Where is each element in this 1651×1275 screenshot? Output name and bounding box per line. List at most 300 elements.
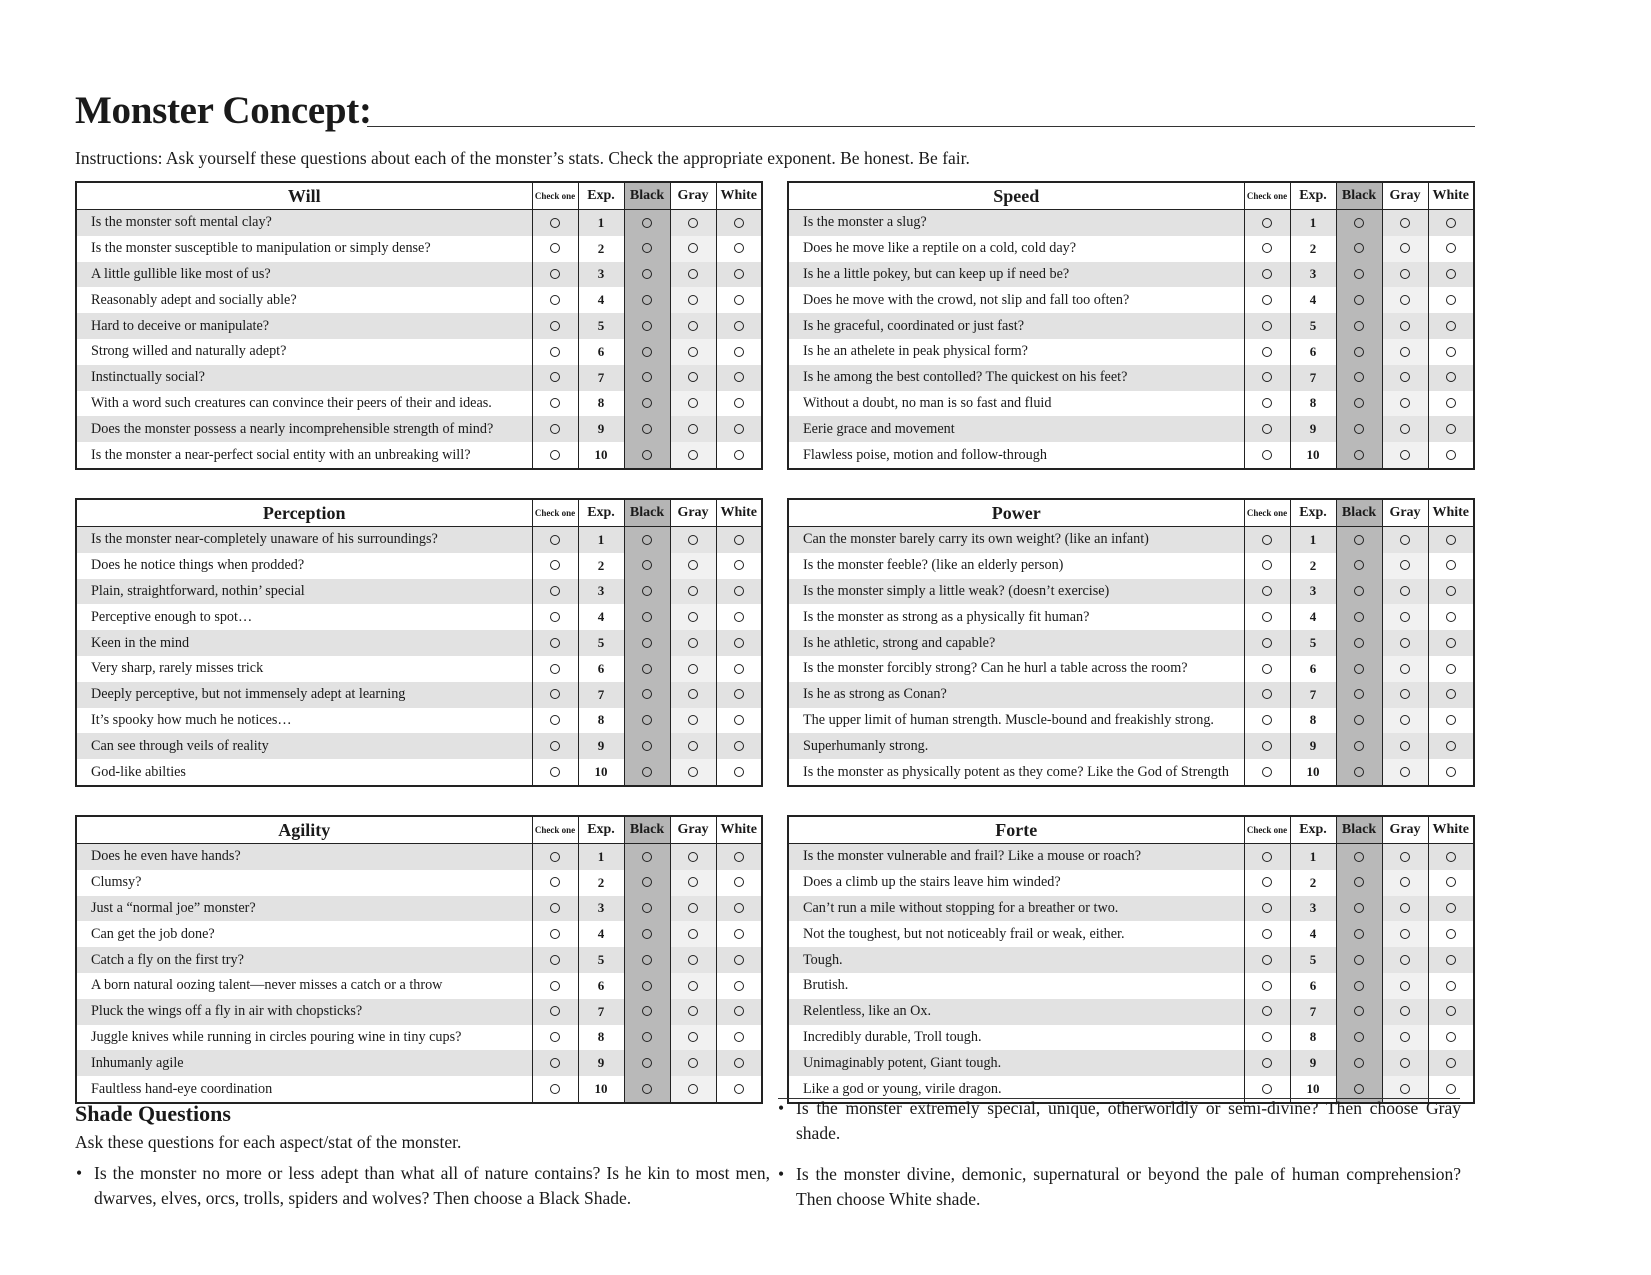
- white-radio[interactable]: [1446, 612, 1456, 622]
- gray-radio[interactable]: [688, 347, 698, 357]
- white-radio[interactable]: [1446, 955, 1456, 965]
- white-radio[interactable]: [734, 767, 744, 777]
- check-radio[interactable]: [1262, 560, 1272, 570]
- white-radio[interactable]: [1446, 852, 1456, 862]
- white-radio[interactable]: [734, 612, 744, 622]
- table-row: [76, 553, 762, 579]
- black-radio[interactable]: [642, 560, 652, 570]
- gray-radio[interactable]: [1400, 638, 1410, 648]
- black-radio[interactable]: [1354, 981, 1364, 991]
- black-radio[interactable]: [642, 664, 652, 674]
- check-radio[interactable]: [1262, 295, 1272, 305]
- white-radio[interactable]: [734, 372, 744, 382]
- black-radio[interactable]: [1354, 955, 1364, 965]
- white-cell: [716, 262, 762, 288]
- black-radio[interactable]: [1354, 664, 1364, 674]
- white-radio[interactable]: [734, 715, 744, 725]
- check-radio[interactable]: [550, 535, 560, 545]
- white-radio[interactable]: [734, 929, 744, 939]
- white-radio[interactable]: [1446, 269, 1456, 279]
- gray-radio[interactable]: [1400, 981, 1410, 991]
- check-radio[interactable]: [550, 372, 560, 382]
- black-radio[interactable]: [642, 398, 652, 408]
- black-radio[interactable]: [642, 295, 652, 305]
- black-radio[interactable]: [642, 852, 652, 862]
- gray-radio[interactable]: [1400, 218, 1410, 228]
- gray-radio[interactable]: [688, 1084, 698, 1094]
- check-radio[interactable]: [550, 560, 560, 570]
- white-radio[interactable]: [1446, 1006, 1456, 1016]
- gray-radio[interactable]: [1400, 450, 1410, 460]
- black-cell: [624, 759, 670, 786]
- black-radio[interactable]: [1354, 424, 1364, 434]
- gray-radio[interactable]: [1400, 1006, 1410, 1016]
- gray-radio[interactable]: [688, 218, 698, 228]
- check-cell: [1244, 339, 1290, 365]
- white-radio[interactable]: [734, 535, 744, 545]
- black-radio[interactable]: [642, 1032, 652, 1042]
- table-row: [788, 921, 1474, 947]
- black-radio[interactable]: [1354, 1058, 1364, 1068]
- white-radio[interactable]: [734, 741, 744, 751]
- black-radio[interactable]: [1354, 852, 1364, 862]
- gray-radio[interactable]: [1400, 1084, 1410, 1094]
- white-radio[interactable]: [734, 852, 744, 862]
- black-radio[interactable]: [642, 741, 652, 751]
- white-radio[interactable]: [1446, 218, 1456, 228]
- question-text: Is he an athelete in peak physical form?: [788, 339, 1244, 365]
- check-radio[interactable]: [550, 424, 560, 434]
- question-text: Does he even have hands?: [76, 844, 532, 870]
- black-radio[interactable]: [642, 450, 652, 460]
- black-radio[interactable]: [642, 1084, 652, 1094]
- question-text: Like a god or young, virile dragon.: [788, 1076, 1244, 1103]
- white-radio[interactable]: [734, 664, 744, 674]
- check-radio[interactable]: [550, 450, 560, 460]
- white-radio[interactable]: [1446, 535, 1456, 545]
- check-radio[interactable]: [1262, 741, 1272, 751]
- gray-radio[interactable]: [688, 321, 698, 331]
- gray-radio[interactable]: [688, 767, 698, 777]
- gray-radio[interactable]: [1400, 560, 1410, 570]
- check-radio[interactable]: [1262, 877, 1272, 887]
- gray-radio[interactable]: [1400, 535, 1410, 545]
- white-radio[interactable]: [1446, 903, 1456, 913]
- gray-radio[interactable]: [1400, 612, 1410, 622]
- gray-radio[interactable]: [688, 295, 698, 305]
- gray-radio[interactable]: [1400, 424, 1410, 434]
- gray-radio[interactable]: [1400, 243, 1410, 253]
- gray-radio[interactable]: [688, 638, 698, 648]
- stat-table-agility: [75, 815, 763, 1104]
- white-radio[interactable]: [1446, 424, 1456, 434]
- white-radio[interactable]: [734, 955, 744, 965]
- question-text: Is the monster feeble? (like an elderly person): [788, 553, 1244, 579]
- black-radio[interactable]: [642, 243, 652, 253]
- black-cell: [624, 416, 670, 442]
- gray-radio[interactable]: [1400, 715, 1410, 725]
- white-radio[interactable]: [734, 981, 744, 991]
- exponent-value: 3: [1290, 262, 1336, 288]
- black-radio[interactable]: [1354, 560, 1364, 570]
- check-radio[interactable]: [550, 347, 560, 357]
- white-radio[interactable]: [734, 903, 744, 913]
- concept-line[interactable]: [367, 126, 1475, 127]
- gray-radio[interactable]: [1400, 269, 1410, 279]
- black-radio[interactable]: [1354, 715, 1364, 725]
- gray-radio[interactable]: [688, 715, 698, 725]
- gray-radio[interactable]: [1400, 929, 1410, 939]
- white-cell: [716, 733, 762, 759]
- gray-radio[interactable]: [1400, 741, 1410, 751]
- table-row: [76, 210, 762, 236]
- black-radio[interactable]: [642, 372, 652, 382]
- white-radio[interactable]: [734, 638, 744, 648]
- check-radio[interactable]: [550, 852, 560, 862]
- black-radio[interactable]: [1354, 689, 1364, 699]
- white-radio[interactable]: [734, 398, 744, 408]
- check-cell: [532, 844, 578, 870]
- gray-radio[interactable]: [1400, 586, 1410, 596]
- gray-radio[interactable]: [688, 741, 698, 751]
- black-radio[interactable]: [642, 767, 652, 777]
- white-radio[interactable]: [1446, 981, 1456, 991]
- gray-radio[interactable]: [688, 269, 698, 279]
- gray-radio[interactable]: [688, 689, 698, 699]
- black-radio[interactable]: [1354, 1006, 1364, 1016]
- question-text: Does the monster possess a nearly incomprehensible strength of mind?: [76, 416, 532, 442]
- gray-radio[interactable]: [688, 955, 698, 965]
- table-row: [76, 844, 762, 870]
- gray-radio[interactable]: [1400, 664, 1410, 674]
- check-radio[interactable]: [1262, 450, 1272, 460]
- check-radio[interactable]: [1262, 586, 1272, 596]
- white-radio[interactable]: [1446, 1032, 1456, 1042]
- black-header: Black: [624, 499, 670, 527]
- white-radio[interactable]: [734, 1006, 744, 1016]
- black-radio[interactable]: [642, 535, 652, 545]
- black-radio[interactable]: [642, 877, 652, 887]
- white-radio[interactable]: [734, 295, 744, 305]
- white-radio[interactable]: [734, 560, 744, 570]
- white-radio[interactable]: [1446, 398, 1456, 408]
- check-radio[interactable]: [550, 689, 560, 699]
- white-radio[interactable]: [1446, 450, 1456, 460]
- check-radio[interactable]: [1262, 1058, 1272, 1068]
- gray-radio[interactable]: [1400, 372, 1410, 382]
- gray-radio[interactable]: [688, 981, 698, 991]
- white-radio[interactable]: [734, 1084, 744, 1094]
- check-radio[interactable]: [1262, 398, 1272, 408]
- white-radio[interactable]: [734, 1032, 744, 1042]
- black-radio[interactable]: [642, 638, 652, 648]
- black-radio[interactable]: [1354, 1032, 1364, 1042]
- white-radio[interactable]: [1446, 1084, 1456, 1094]
- gray-radio[interactable]: [1400, 398, 1410, 408]
- gray-cell: [670, 682, 716, 708]
- check-radio[interactable]: [1262, 981, 1272, 991]
- check-radio[interactable]: [1262, 1084, 1272, 1094]
- black-radio[interactable]: [1354, 535, 1364, 545]
- gray-radio[interactable]: [1400, 767, 1410, 777]
- gray-radio[interactable]: [1400, 321, 1410, 331]
- black-radio[interactable]: [642, 586, 652, 596]
- black-radio[interactable]: [642, 981, 652, 991]
- gray-radio[interactable]: [688, 1006, 698, 1016]
- black-radio[interactable]: [1354, 450, 1364, 460]
- white-radio[interactable]: [1446, 877, 1456, 887]
- check-radio[interactable]: [1262, 767, 1272, 777]
- black-radio[interactable]: [642, 903, 652, 913]
- check-radio[interactable]: [1262, 1006, 1272, 1016]
- check-radio[interactable]: [550, 741, 560, 751]
- check-radio[interactable]: [550, 903, 560, 913]
- check-radio[interactable]: [550, 398, 560, 408]
- gray-cell: [1382, 262, 1428, 288]
- gray-cell: [670, 947, 716, 973]
- black-radio[interactable]: [642, 955, 652, 965]
- white-radio[interactable]: [1446, 243, 1456, 253]
- check-radio[interactable]: [1262, 372, 1272, 382]
- table-row: [76, 973, 762, 999]
- black-radio[interactable]: [1354, 877, 1364, 887]
- check-radio[interactable]: [550, 715, 560, 725]
- check-radio[interactable]: [1262, 535, 1272, 545]
- check-radio[interactable]: [1262, 638, 1272, 648]
- white-radio[interactable]: [734, 877, 744, 887]
- white-header: White: [1428, 182, 1474, 210]
- black-radio[interactable]: [1354, 929, 1364, 939]
- gray-radio[interactable]: [688, 929, 698, 939]
- gray-radio[interactable]: [1400, 295, 1410, 305]
- gray-cell: [1382, 947, 1428, 973]
- gray-radio[interactable]: [688, 852, 698, 862]
- exponent-value: 10: [578, 1076, 624, 1103]
- white-cell: [1428, 896, 1474, 922]
- black-cell: [1336, 682, 1382, 708]
- check-radio[interactable]: [550, 1084, 560, 1094]
- white-radio[interactable]: [734, 1058, 744, 1068]
- check-radio[interactable]: [550, 638, 560, 648]
- check-radio[interactable]: [550, 981, 560, 991]
- check-radio[interactable]: [1262, 929, 1272, 939]
- check-radio[interactable]: [550, 929, 560, 939]
- check-radio[interactable]: [550, 612, 560, 622]
- table-row: [788, 210, 1474, 236]
- white-radio[interactable]: [734, 243, 744, 253]
- check-radio[interactable]: [550, 586, 560, 596]
- check-radio[interactable]: [550, 269, 560, 279]
- check-one-header: Check one: [532, 816, 578, 844]
- question-text: Reasonably adept and socially able?: [76, 287, 532, 313]
- check-cell: [532, 416, 578, 442]
- gray-radio[interactable]: [1400, 903, 1410, 913]
- exp-header: Exp.: [1290, 816, 1336, 844]
- gray-radio[interactable]: [1400, 1058, 1410, 1068]
- black-radio[interactable]: [1354, 347, 1364, 357]
- black-radio[interactable]: [1354, 218, 1364, 228]
- gray-radio[interactable]: [688, 903, 698, 913]
- check-radio[interactable]: [1262, 689, 1272, 699]
- black-radio[interactable]: [642, 269, 652, 279]
- black-cell: [1336, 553, 1382, 579]
- question-text: Unimaginably potent, Giant tough.: [788, 1050, 1244, 1076]
- gray-radio[interactable]: [688, 398, 698, 408]
- black-radio[interactable]: [1354, 767, 1364, 777]
- gray-radio[interactable]: [688, 1032, 698, 1042]
- black-radio[interactable]: [1354, 243, 1364, 253]
- check-one-header: Check one: [532, 182, 578, 210]
- check-radio[interactable]: [1262, 424, 1272, 434]
- gray-cell: [670, 999, 716, 1025]
- black-radio[interactable]: [642, 612, 652, 622]
- black-radio[interactable]: [1354, 741, 1364, 751]
- question-text: Is he athletic, strong and capable?: [788, 630, 1244, 656]
- check-radio[interactable]: [1262, 955, 1272, 965]
- white-radio[interactable]: [734, 321, 744, 331]
- black-radio[interactable]: [642, 715, 652, 725]
- white-radio[interactable]: [1446, 372, 1456, 382]
- black-radio[interactable]: [1354, 612, 1364, 622]
- check-radio[interactable]: [1262, 852, 1272, 862]
- black-radio[interactable]: [642, 424, 652, 434]
- black-radio[interactable]: [1354, 321, 1364, 331]
- check-radio[interactable]: [1262, 664, 1272, 674]
- white-radio[interactable]: [1446, 767, 1456, 777]
- white-radio[interactable]: [1446, 347, 1456, 357]
- gray-radio[interactable]: [1400, 955, 1410, 965]
- black-radio[interactable]: [642, 1058, 652, 1068]
- black-radio[interactable]: [1354, 398, 1364, 408]
- check-radio[interactable]: [550, 664, 560, 674]
- gray-radio[interactable]: [688, 450, 698, 460]
- check-radio[interactable]: [550, 877, 560, 887]
- table-row: [76, 999, 762, 1025]
- gray-radio[interactable]: [688, 877, 698, 887]
- exponent-value: 6: [1290, 656, 1336, 682]
- gray-radio[interactable]: [688, 424, 698, 434]
- gray-cell: [670, 416, 716, 442]
- black-radio[interactable]: [642, 321, 652, 331]
- gray-radio[interactable]: [1400, 852, 1410, 862]
- check-radio[interactable]: [550, 955, 560, 965]
- black-radio[interactable]: [1354, 586, 1364, 596]
- gray-radio[interactable]: [688, 560, 698, 570]
- question-text: Is the monster susceptible to manipulation or simply dense?: [76, 236, 532, 262]
- white-radio[interactable]: [1446, 295, 1456, 305]
- check-cell: [1244, 733, 1290, 759]
- black-radio[interactable]: [642, 218, 652, 228]
- check-radio[interactable]: [550, 767, 560, 777]
- gray-cell: [1382, 1025, 1428, 1051]
- white-radio[interactable]: [1446, 560, 1456, 570]
- check-radio[interactable]: [550, 1058, 560, 1068]
- check-radio[interactable]: [1262, 903, 1272, 913]
- gray-radio[interactable]: [688, 612, 698, 622]
- white-radio[interactable]: [1446, 741, 1456, 751]
- exponent-value: 2: [1290, 236, 1336, 262]
- exponent-value: 3: [1290, 579, 1336, 605]
- check-radio[interactable]: [1262, 347, 1272, 357]
- black-radio[interactable]: [1354, 903, 1364, 913]
- white-radio[interactable]: [1446, 689, 1456, 699]
- white-radio[interactable]: [734, 269, 744, 279]
- white-radio[interactable]: [734, 450, 744, 460]
- gray-radio[interactable]: [1400, 689, 1410, 699]
- check-radio[interactable]: [1262, 321, 1272, 331]
- white-radio[interactable]: [1446, 1058, 1456, 1068]
- white-radio[interactable]: [1446, 586, 1456, 596]
- gray-radio[interactable]: [688, 1058, 698, 1068]
- check-radio[interactable]: [550, 218, 560, 228]
- black-radio[interactable]: [1354, 1084, 1364, 1094]
- gray-radio[interactable]: [688, 586, 698, 596]
- check-radio[interactable]: [1262, 243, 1272, 253]
- white-radio[interactable]: [1446, 638, 1456, 648]
- question-text: It’s spooky how much he notices…: [76, 708, 532, 734]
- table-row: [788, 527, 1474, 553]
- gray-radio[interactable]: [1400, 877, 1410, 887]
- white-radio[interactable]: [1446, 321, 1456, 331]
- check-radio[interactable]: [550, 295, 560, 305]
- gray-header: Gray: [1382, 816, 1428, 844]
- gray-radio[interactable]: [688, 535, 698, 545]
- gray-radio[interactable]: [688, 664, 698, 674]
- check-radio[interactable]: [550, 1006, 560, 1016]
- black-radio[interactable]: [642, 689, 652, 699]
- gray-radio[interactable]: [688, 243, 698, 253]
- gray-radio[interactable]: [1400, 1032, 1410, 1042]
- white-radio[interactable]: [734, 218, 744, 228]
- black-radio[interactable]: [1354, 638, 1364, 648]
- gray-cell: [1382, 416, 1428, 442]
- bullet-text: Is the monster extremely special, unique, otherworldly or semi-divine? Then choose Gray shade.: [796, 1098, 1461, 1143]
- check-radio[interactable]: [1262, 218, 1272, 228]
- gray-radio[interactable]: [1400, 347, 1410, 357]
- white-radio[interactable]: [1446, 664, 1456, 674]
- exponent-value: 10: [578, 442, 624, 469]
- gray-cell: [670, 262, 716, 288]
- check-radio[interactable]: [550, 321, 560, 331]
- black-cell: [624, 391, 670, 417]
- black-radio[interactable]: [642, 929, 652, 939]
- check-cell: [532, 527, 578, 553]
- table-row: [788, 630, 1474, 656]
- white-radio[interactable]: [734, 424, 744, 434]
- black-radio[interactable]: [642, 347, 652, 357]
- white-radio[interactable]: [734, 347, 744, 357]
- gray-radio[interactable]: [688, 372, 698, 382]
- check-radio[interactable]: [1262, 612, 1272, 622]
- white-radio[interactable]: [734, 689, 744, 699]
- question-text: Juggle knives while running in circles pouring wine in tiny cups?: [76, 1025, 532, 1051]
- table-row: [76, 870, 762, 896]
- check-radio[interactable]: [1262, 269, 1272, 279]
- white-radio[interactable]: [1446, 929, 1456, 939]
- gray-cell: [670, 442, 716, 469]
- black-radio[interactable]: [1354, 295, 1364, 305]
- check-radio[interactable]: [550, 1032, 560, 1042]
- check-radio[interactable]: [550, 243, 560, 253]
- black-radio[interactable]: [1354, 269, 1364, 279]
- white-radio[interactable]: [1446, 715, 1456, 725]
- black-radio[interactable]: [642, 1006, 652, 1016]
- black-radio[interactable]: [1354, 372, 1364, 382]
- white-cell: [716, 579, 762, 605]
- check-radio[interactable]: [1262, 1032, 1272, 1042]
- check-radio[interactable]: [1262, 715, 1272, 725]
- white-radio[interactable]: [734, 586, 744, 596]
